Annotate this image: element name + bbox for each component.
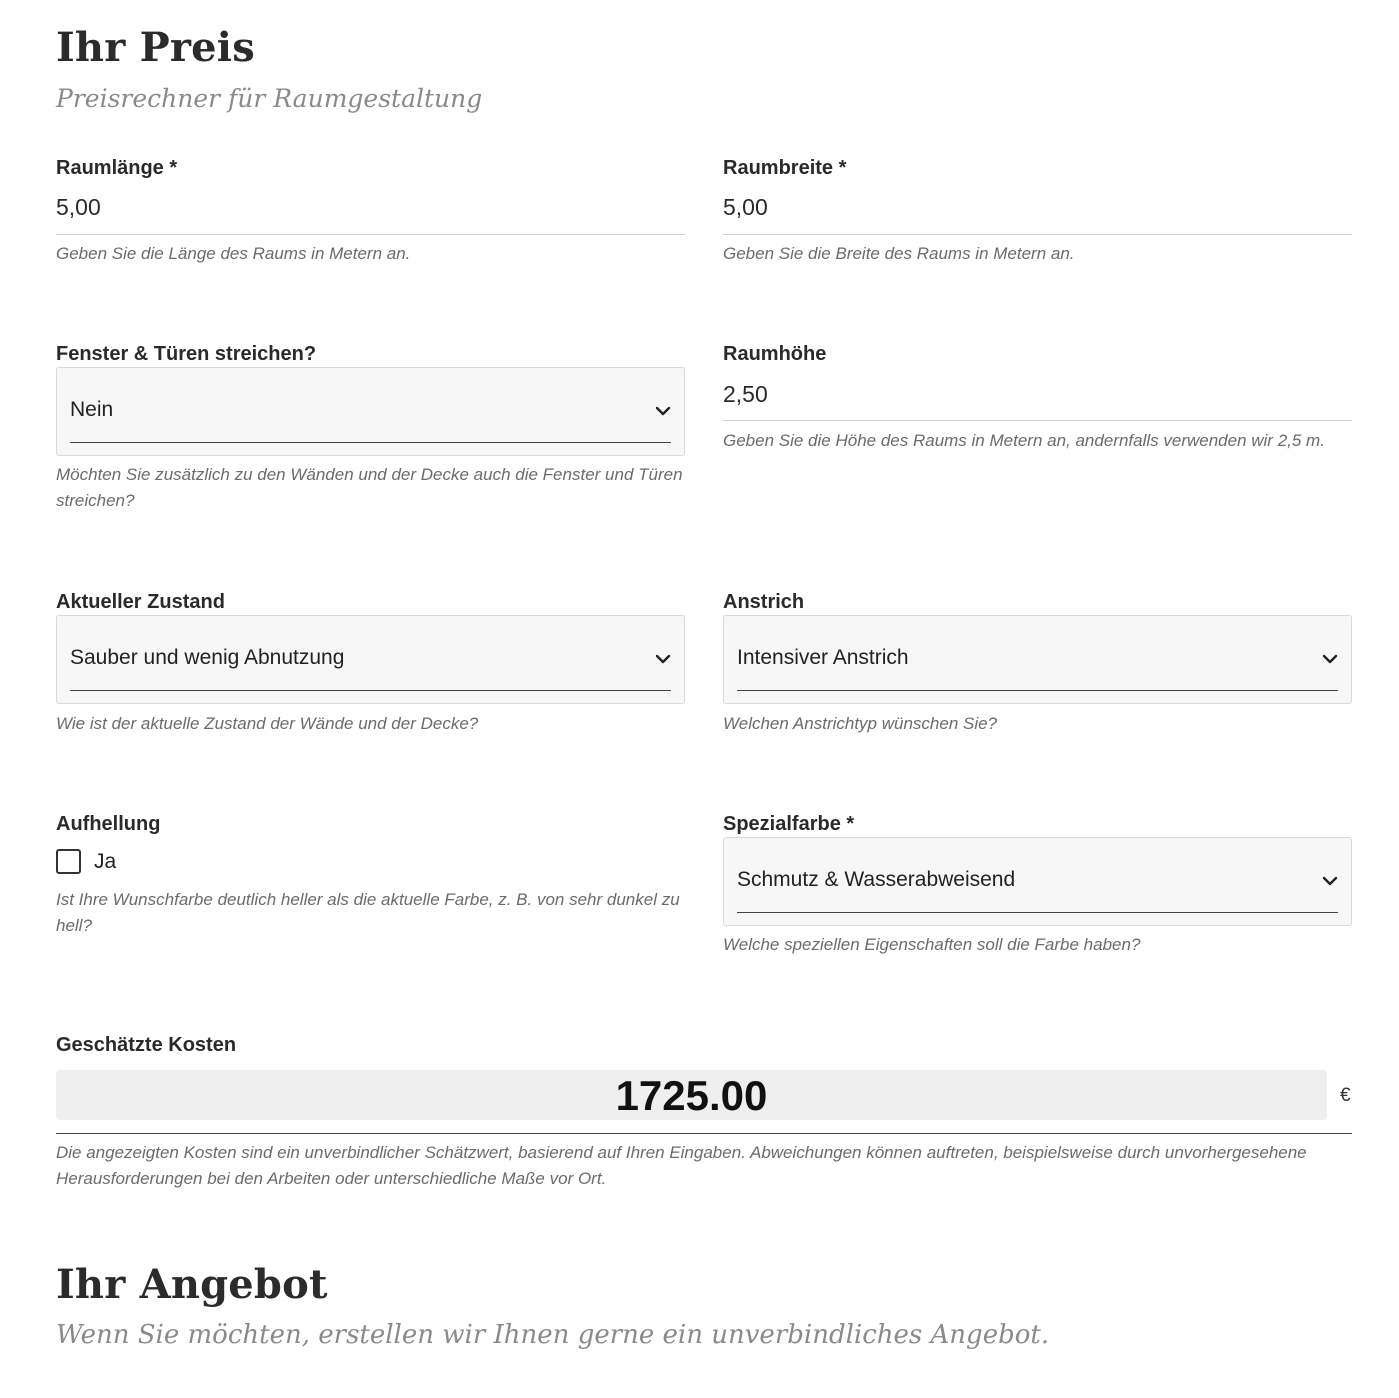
cost-value: 1725.00 bbox=[615, 1072, 768, 1119]
fenster-select-underline bbox=[70, 442, 671, 443]
cost-disclaimer: Die angezeigten Kosten sind ein unverbindlicher Schätzwert, basierend auf Ihren Eingaben. Abweichungen können auftreten, beispielsweise durch unvorhergesehene Herausforderungen bei den Arbeiten oder unterschiedliche Maße vor Ort. bbox=[56, 1143, 1307, 1188]
spezialfarbe-select-underline bbox=[737, 912, 1338, 913]
raumlaenge-help: Geben Sie die Länge des Raums in Metern an. bbox=[56, 244, 411, 263]
raumhoehe-help: Geben Sie die Höhe des Raums in Metern an, andernfalls verwenden wir 2,5 m. bbox=[723, 431, 1325, 450]
raumhoehe-label: Raumhöhe bbox=[723, 343, 827, 365]
raumbreite-label: Raumbreite * bbox=[723, 157, 847, 179]
spezialfarbe-label: Spezialfarbe * bbox=[723, 813, 855, 835]
raumbreite-help: Geben Sie die Breite des Raums in Metern an. bbox=[723, 244, 1075, 263]
chevron-down-icon bbox=[1321, 872, 1339, 890]
spezialfarbe-help: Welche speziellen Eigenschaften soll die Farbe haben? bbox=[723, 935, 1141, 954]
fenster-label: Fenster & Türen streichen? bbox=[56, 343, 317, 365]
aufhellung-option-label[interactable]: Ja bbox=[94, 850, 117, 873]
chevron-down-icon bbox=[654, 402, 672, 420]
aufhellung-checkbox[interactable] bbox=[56, 849, 81, 874]
aufhellung-label: Aufhellung bbox=[56, 813, 161, 835]
offer-title: Ihr Angebot bbox=[56, 1261, 328, 1308]
zustand-select-underline bbox=[70, 690, 671, 691]
page-title: Ihr Preis bbox=[56, 24, 255, 71]
zustand-label: Aktueller Zustand bbox=[56, 591, 225, 613]
raumlaenge-label: Raumlänge * bbox=[56, 157, 178, 179]
raumlaenge-input[interactable]: 5,00 bbox=[56, 194, 101, 220]
page-subtitle: Preisrechner für Raumgestaltung bbox=[56, 84, 483, 113]
spezialfarbe-select[interactable] bbox=[723, 837, 1352, 926]
currency-symbol: € bbox=[1340, 1085, 1351, 1106]
anstrich-selected-value: Intensiver Anstrich bbox=[737, 646, 909, 669]
raumlaenge-underline bbox=[56, 234, 685, 235]
cost-label: Geschätzte Kosten bbox=[56, 1034, 237, 1056]
raumhoehe-input[interactable]: 2,50 bbox=[723, 381, 768, 407]
zustand-selected-value: Sauber und wenig Abnutzung bbox=[70, 646, 345, 669]
cost-underline bbox=[56, 1133, 1352, 1134]
offer-subtitle: Wenn Sie möchten, erstellen wir Ihnen gerne ein unverbindliches Angebot. bbox=[56, 1320, 1050, 1350]
anstrich-label: Anstrich bbox=[723, 591, 805, 613]
zustand-select[interactable] bbox=[56, 615, 685, 704]
zustand-help: Wie ist der aktuelle Zustand der Wände und der Decke? bbox=[56, 714, 479, 733]
fenster-help: Möchten Sie zusätzlich zu den Wänden und der Decke auch die Fenster und Türen streichen? bbox=[56, 465, 683, 510]
anstrich-select-underline bbox=[737, 690, 1338, 691]
anstrich-select[interactable] bbox=[723, 615, 1352, 704]
aufhellung-help: Ist Ihre Wunschfarbe deutlich heller als die aktuelle Farbe, z. B. von sehr dunkel zu hell? bbox=[56, 890, 680, 935]
fenster-select[interactable] bbox=[56, 367, 685, 456]
chevron-down-icon bbox=[654, 650, 672, 668]
raumbreite-underline bbox=[723, 234, 1352, 235]
raumhoehe-underline bbox=[723, 420, 1352, 421]
chevron-down-icon bbox=[1321, 650, 1339, 668]
cost-output bbox=[56, 1070, 1327, 1120]
spezialfarbe-selected-value: Schmutz & Wasserabweisend bbox=[737, 868, 1016, 891]
raumbreite-input[interactable]: 5,00 bbox=[723, 194, 768, 220]
fenster-selected-value: Nein bbox=[70, 398, 114, 421]
anstrich-help: Welchen Anstrichtyp wünschen Sie? bbox=[723, 714, 998, 733]
